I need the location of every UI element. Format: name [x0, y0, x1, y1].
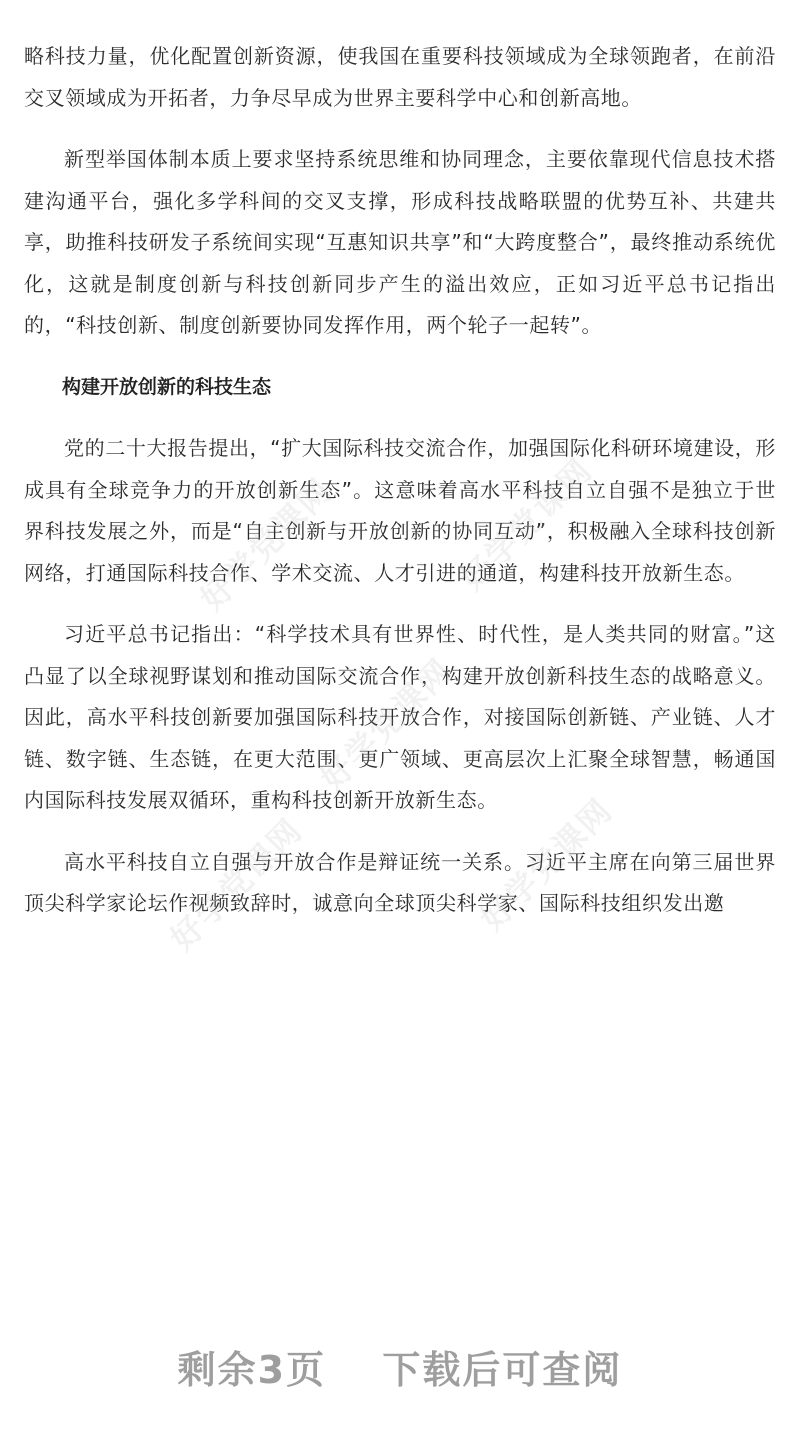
- watermark-3: 好学党课网: [312, 650, 460, 798]
- section-heading: 构建开放创新的科技生态: [62, 375, 272, 398]
- download-to-view-label[interactable]: 下载后可查阅: [382, 1348, 623, 1392]
- paragraph-2: 新型举国体制本质上要求坚持系统思维和协同理念，主要依靠现代信息技术搭建沟通平台，强化多学科间的交叉支撑，形成科技战略联盟的优势互补、共建共享，助推科技研发子系统间实现“互惠知识共享”和“大跨度整合”，最终推动系统优化，这就是制度创新与科技创新同步产生的溢出效应，正如习近平总书记指出的，“科技创新、制度创新要协同发挥作用，两个轮子一起转”。: [24, 147, 776, 337]
- paragraph-1: 略科技力量，优化配置创新资源，使我国在重要科技领域成为全球领跑者，在前沿交叉领域成为开拓者，力争尽早成为世界主要科学中心和创新高地。: [24, 44, 776, 110]
- watermark-5: 好学党课网: [472, 790, 620, 938]
- article-body: [24, 36, 776, 925]
- download-prompt[interactable]: [0, 1340, 800, 1400]
- remaining-pages-label: 剩余3页: [177, 1348, 327, 1392]
- watermark-1: 好学党课网: [192, 470, 340, 618]
- paragraph-5: 高水平科技自立自强与开放合作是辩证统一关系。习近平主席在向第三届世界顶尖科学家论坛作视频致辞时，诚意向全球顶尖科学家、国际科技组织发出邀: [24, 849, 776, 915]
- watermark-4: 好学党课网: [162, 810, 310, 958]
- paragraph-3: 党的二十大报告提出，“扩大国际科技交流合作，加强国际化科研环境建设，形成具有全球竞争力的开放创新生态”。这意味着高水平科技自立自强不是独立于世界科技发展之外，而是“自主创新与开放创新的协同互动”，积极融入全球科技创新网络，打通国际科技合作、学术交流、人才引进的通道，构建科技开放新生态。: [24, 436, 776, 585]
- watermark-2: 好学党课网: [452, 450, 600, 598]
- paragraph-4: 习近平总书记指出：“科学技术具有世界性、时代性，是人类共同的财富。”这凸显了以全球视野谋划和推动国际交流合作，构建开放创新科技生态的战略意义。因此，高水平科技创新要加强国际科技开放合作，对接国际创新链、产业链、人才链、数字链、生态链，在更大范围、更广领域、更高层次上汇聚全球智慧，畅通国内国际科技发展双循环，重构科技创新开放新生态。: [24, 622, 776, 812]
